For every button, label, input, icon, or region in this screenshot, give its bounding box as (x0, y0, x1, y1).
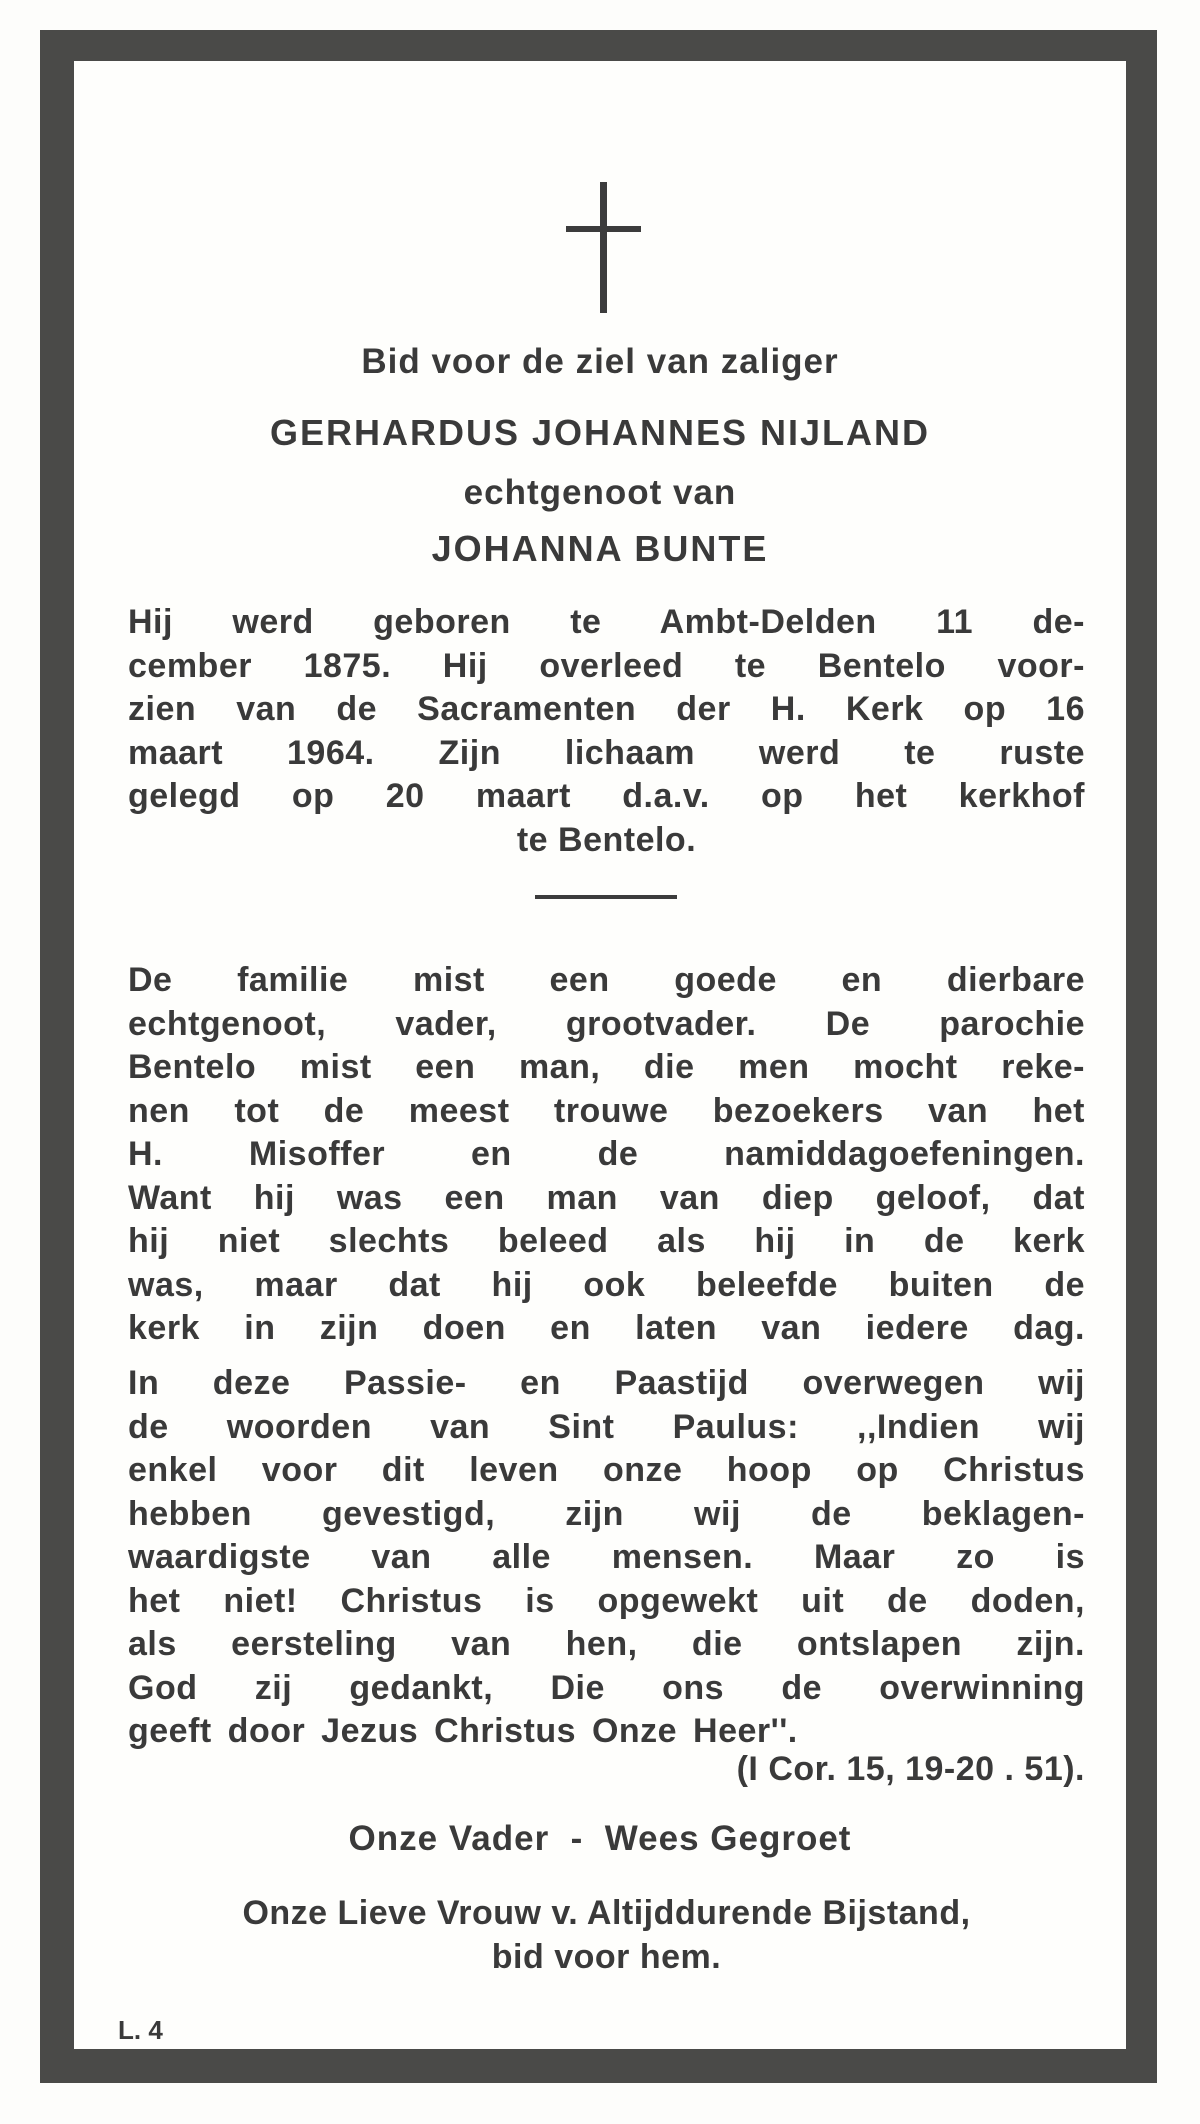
cross-icon-bar (566, 226, 641, 232)
deceased-name: GERHARDUS JOHANNES NIJLAND (269, 412, 931, 453)
prayers-line: Onze Vader - Wees Gegroet (348, 1819, 852, 1858)
text-line: te Bentelo. (516, 820, 697, 859)
text-line: kerk in zijn doen en laten van iedere dag. (128, 1309, 1085, 1347)
text-line: echtgenoot, vader, grootvader. De parochie (128, 1004, 1085, 1043)
text-line: Bentelo mist een man, die men mocht reke- (128, 1048, 1085, 1086)
tribute-paragraph (128, 959, 1085, 1351)
text-line: Hij werd geboren te Ambt-Delden 11 de- (128, 603, 1085, 641)
text-line: H. Misoffer en de namiddagoefeningen. (128, 1135, 1085, 1173)
text-line: hij niet slechts beleed als hij in de kerk (128, 1222, 1085, 1260)
text-line: maart 1964. Zijn lichaam werd te ruste (128, 733, 1085, 772)
text-line: God zij gedankt, Die ons de overwinning (128, 1668, 1085, 1707)
scripture-paragraph (128, 1362, 1085, 1754)
cross-icon (600, 182, 607, 313)
text-line: gelegd op 20 maart d.a.v. op het kerkhof (128, 777, 1085, 815)
text-line: hebben gevestigd, zijn wij de beklagen- (128, 1494, 1085, 1533)
text-line: als eersteling van hen, die ontslapen zijn. (128, 1625, 1085, 1663)
printer-code: L. 4 (118, 2015, 163, 2045)
biography-paragraph (128, 601, 1085, 862)
text-line: de woorden van Sint Paulus: ,,Indien wij (128, 1407, 1085, 1446)
closing-block (128, 1892, 1085, 1979)
text-line: het niet! Christus is opgewekt uit de doden, (128, 1581, 1085, 1620)
text-line: Want hij was een man van diep geloof, dat (128, 1178, 1085, 1217)
text-line: enkel voor dit leven onze hoop op Christus (128, 1451, 1085, 1489)
prayer-line: Bid voor de ziel van zaliger (361, 342, 839, 381)
text-line: In deze Passie- en Paastijd overwegen wij (128, 1364, 1085, 1402)
citation: (I Cor. 15, 19-20 . 51). (736, 1750, 1085, 1788)
text-line: nen tot de meest trouwe bezoekers van het (128, 1091, 1085, 1130)
text-line: zien van de Sacramenten der H. Kerk op 16 (128, 690, 1085, 728)
text-line: waardigste van alle mensen. Maar zo is (128, 1538, 1085, 1576)
text-line: was, maar dat hij ook beleefde buiten de (128, 1265, 1085, 1304)
text-line: De familie mist een goede en dierbare (128, 961, 1085, 999)
citation-block (128, 1748, 1085, 1792)
closing-line: bid voor hem. (491, 1937, 722, 1976)
divider (535, 895, 677, 899)
closing-line: Onze Lieve Vrouw v. Altijddurende Bijstand, (242, 1894, 971, 1932)
text-line: geeft door Jezus Christus Onze Heer''. (128, 1712, 798, 1750)
spouse-name: JOHANNA BUNTE (431, 528, 769, 569)
relation-line: echtgenoot van (463, 473, 737, 512)
text-line: cember 1875. Hij overleed te Bentelo voor- (128, 646, 1085, 685)
